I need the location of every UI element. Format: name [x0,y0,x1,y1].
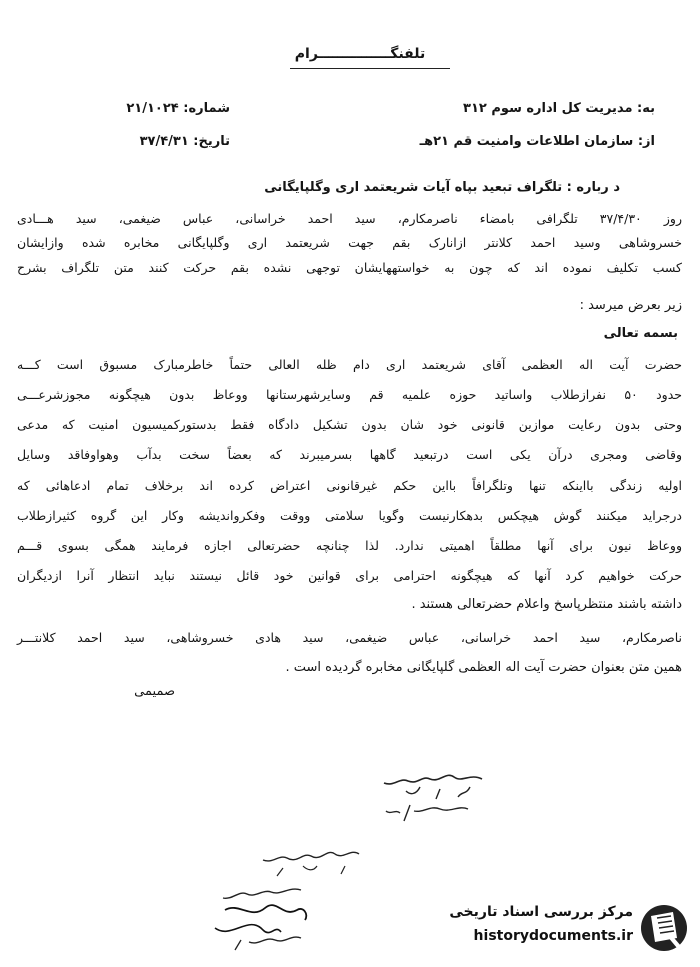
telegram-line: حدود ۵۰ نفرازطلاب واساتید حوزه علمیه قم وسایرشهرستانها ووعاظ بدون هیچگونه مجوزشرعـــی [17,387,682,402]
telegram-line: درجراید میکنند گوش هیچکس بدهکارنیست وگویا سلامتی ووقت وفکرواندیشه وکار این گروه کثیرازطلاب [17,508,682,523]
telegram-line: حضرت آیت اله العظمی آقای شریعتمد اری دام ظله العالی حتماً خاطرمبارک مسبوق است کـــه [17,357,682,372]
basmala: بسمه تعالی [603,326,678,341]
telegram-line: داشته باشند منتظرپاسخ واعلام حضرتعالی هستند . [411,597,682,612]
archive-logo-icon [639,902,689,954]
archive-url: historydocuments.ir [473,928,633,944]
recipient-line: به: مدیریت کل اداره سوم ۳۱۲ [463,101,655,116]
document-date: تاریخ: ۳۷/۴/۳۱ [139,134,230,149]
telegram-line: حرکت خواهیم کرد آنها که هیچگونه احترامی برای قوانین خود قائل نیستند نباید انتظار آنرا ازدیگران [17,568,682,583]
telegram-line: وحتی بدون رعایت موازین قانونی خود شان بدون تشکیل دادگاه فقط بدستورکمیسیون امنیت که مدعی [17,417,682,432]
telegram-line: اولیه زندگی بااینکه تنها وتلگرافاً بااین حکم غیرقانونی اعتراض کرده اند برخلاف تمام ادعاهائی که [17,478,682,493]
sender-line: از: سازمان اطلاعات وامنیت قم ۲۱هـ [419,134,655,149]
closing-line: همین متن بعنوان حضرت آیت اله العظمی گلپایگانی مخابره گردیده است . [285,660,682,675]
document-number: شماره: ۲۱/۱۰۲۴ [126,101,230,116]
archive-watermark [410,898,695,958]
subject-line: د رباره : تلگراف تبعید بپاه آیات شریعتمد اری وگلپایگانی [264,180,620,195]
body-line: خسروشاهی وسید احمد کلانتر ازانارک بقم جهت شریعتمد اری وگلپایگانی مخابره شده وازایشان [17,235,682,250]
archive-name: مرکز بررسی اسناد تاریخی [449,904,633,920]
signature-name: صمیمی [134,684,175,699]
body-line: کسب تکلیف نموده اند که چون به خواستههایشان توجهی نشده بقم حرکت کنند متن تلگراف بشرح [17,260,682,275]
telegram-line: ووعاظ نیون برای آنها مطلقاً اهمیتی ندارد. لذا چنانچه حضرتعالی اجازه فرمایند همگی بسوی قـــم [17,538,682,553]
closing-line: ناصرمکارم، سید احمد خراسانی، عباس ضیغمی، سید هادی خسروشاهی، سید احمد کلانتـــر [17,630,682,645]
handwriting-note-1 [370,765,490,825]
body-line: روز ۳۷/۴/۳۰ تلگرافی بامضاء ناصرمکارم، سید احمد خراسانی، عباس ضیغمی، سید هـــادی [17,211,682,226]
telegram-line: وقاضی ومجری درآن یکی است درتبعید گاهها بسرمیبرند که بعضاً سخت بدآب وهواوفاقد وسایل [17,447,682,462]
handwriting-note-2 [255,840,365,880]
handwritten-signature [205,880,315,955]
document-title: تلفنگـــــــــــــــرام [294,46,426,62]
title-underline [290,68,450,69]
body-line: زیر بعرض میرسد : [579,298,682,313]
